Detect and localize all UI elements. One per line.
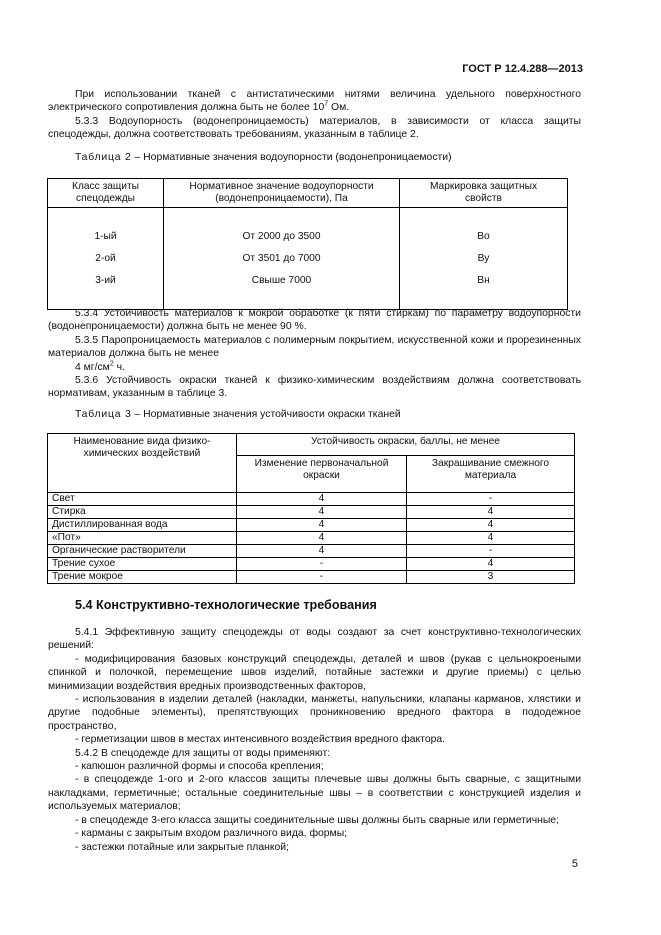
table2-header-row: [48, 179, 568, 208]
table3-cell: 4: [407, 519, 575, 532]
paragraph-5-3-4: 5.3.4 Устойчивость материалов к мокрой обработке (к пяти стиркам) по параметру водоупорности (водонепроницаемости) должна быть не менее 90 %.: [48, 308, 581, 333]
table3-cell: 4: [237, 519, 407, 532]
section-paragraph: - герметизации швов в местах интенсивного воздействия вредного фактора.: [75, 734, 446, 746]
table3-cell: Стирка: [48, 506, 237, 519]
table3-cell: Трение сухое: [48, 558, 237, 571]
intro-block: [48, 88, 581, 142]
table3-cell: 4: [407, 532, 575, 545]
table3-cell: Органические растворители: [48, 545, 237, 558]
table3-cell: 3: [407, 571, 575, 584]
table3-cell: 4: [237, 493, 407, 506]
section-paragraph: - капюшон различной формы и способа крепления;: [75, 761, 324, 773]
table2-cell: Ву: [400, 246, 568, 270]
paragraph-5-3-5: 5.3.5 Паропроницаемость материалов с полимерным покрытием, искусственной кожи и прорезиненных материалов должна быть не менее: [48, 334, 581, 360]
table2-cell: Во: [400, 208, 568, 247]
table3-cell: Трение мокрое: [48, 571, 237, 584]
section-body: [48, 626, 581, 854]
table3-header-group: Устойчивость окраски, баллы, не менее: [237, 434, 575, 456]
table3-cell: 4: [407, 506, 575, 519]
table3-header-row: [48, 434, 575, 456]
table-row: [48, 532, 575, 545]
section-paragraph: 5.4.2 В спецодежде для защиты от воды применяют:: [75, 747, 331, 759]
section-heading: 5.4 Конструктивно-технологические требования: [75, 598, 377, 612]
table3-cell: 4: [237, 545, 407, 558]
table3-header-staining: Закрашивание смежного материала: [407, 456, 575, 493]
table2-header-marking: Маркировка защитных свойств: [400, 179, 568, 208]
table3-color-fastness: [47, 433, 575, 584]
section-paragraph: - карманы с закрытым входом различного вида, формы;: [75, 828, 348, 840]
table-row: [48, 519, 575, 532]
table2-header-value: Нормативное значение водоупорности (водонепроницаемости), Па: [164, 179, 400, 208]
table2-cell: 1-ый: [48, 208, 164, 247]
table-row: [48, 506, 575, 519]
section-paragraph: 5.4.1 Эффективную защиту спецодежды от воды создают за счет конструктивно-технологических решений:: [48, 627, 581, 652]
table3-cell: -: [237, 558, 407, 571]
table2-cell: 2-ой: [48, 246, 164, 270]
table3-cell: 4: [237, 506, 407, 519]
section-paragraph: - модифицирования базовых конструкций спецодежды, деталей и швов (рукав с цельнокроеными спинкой и полочкой, перемещение швов изделий, потайные застежки и другие приемы) с целью минимизации воздействия вредных производственных факторов,: [48, 653, 581, 692]
table3-header-change: Изменение первоначальной окраски: [237, 456, 407, 493]
document-code: ГОСТ Р 12.4.288—2013: [462, 63, 583, 75]
page-number: 5: [571, 858, 578, 870]
table3-header-impact: Наименование вида физико-химических воздействий: [48, 434, 237, 493]
table2-cell: 3-ий: [48, 270, 164, 310]
table-row: [48, 493, 575, 506]
table2-cell: Вн: [400, 270, 568, 310]
table2-cell: Свыше 7000: [164, 270, 400, 310]
table3-cell: -: [407, 493, 575, 506]
table2-cell: От 3501 до 7000: [164, 246, 400, 270]
table2-cell: От 2000 до 3500: [164, 208, 400, 247]
table3-cell: Свет: [48, 493, 237, 506]
table3-cell: 4: [237, 532, 407, 545]
table-row: [48, 571, 575, 584]
table-row: [48, 246, 568, 270]
table-row: [48, 208, 568, 247]
table2-caption: Таблица 2 – Нормативные значения водоупорности (водонепроницаемости): [75, 152, 452, 163]
middle-block: [48, 307, 581, 401]
table-row: [48, 270, 568, 310]
table3-cell: «Пот»: [48, 532, 237, 545]
section-paragraph: - использования в изделии деталей (накладки, манжеты, напульсники, клапаны карманов, хлястики и другие подобные элементы), препятствующих проникновению вредного фактора в пододежное пространство,: [48, 694, 581, 732]
paragraph-vapor-value: 4 $мг/см^2$ ч.: [75, 360, 125, 373]
table2-water-resistance: [47, 178, 568, 310]
section-paragraph: - в спецодежде 3-его класса защиты соединительные швы должны быть сварные или герметичные;: [75, 814, 559, 826]
table3-cell: 4: [407, 558, 575, 571]
paragraph-5-3-6: 5.3.6 Устойчивость окраски тканей к физико-химическим воздействиям должна соответствовать нормативам, указанным в таблице 3.: [48, 375, 581, 400]
table3-cell: -: [407, 545, 575, 558]
paragraph-5-3-3: 5.3.3 Водоупорность (водонепроницаемость) материалов, в зависимости от класса защиты спецодежды, должна соответствовать требованиям, указанным в таблице 2.: [48, 115, 581, 141]
paragraph-antistatic: При использовании тканей с антистатическими нитями величина удельного поверхностного электрического сопротивления должна быть не более $10^7$ Ом.: [48, 89, 581, 114]
section-paragraph: - застежки потайные или закрытые планкой;: [75, 841, 289, 853]
section-paragraph: - в спецодежде 1-ого и 2-ого классов защиты плечевые швы должны быть сварные, с защитными накладками, герметичные; остальные соединительные швы – в соответствии с конструкцией изделия и используемых материалов;: [48, 774, 581, 813]
table-row: [48, 558, 575, 571]
table3-caption: Таблица 3 – Нормативные значения устойчивости окраски тканей: [75, 409, 401, 420]
table2-header-class: Класс защиты спецодежды: [48, 179, 164, 208]
table3-cell: Дистиллированная вода: [48, 519, 237, 532]
table3-cell: -: [237, 571, 407, 584]
table-row: [48, 545, 575, 558]
